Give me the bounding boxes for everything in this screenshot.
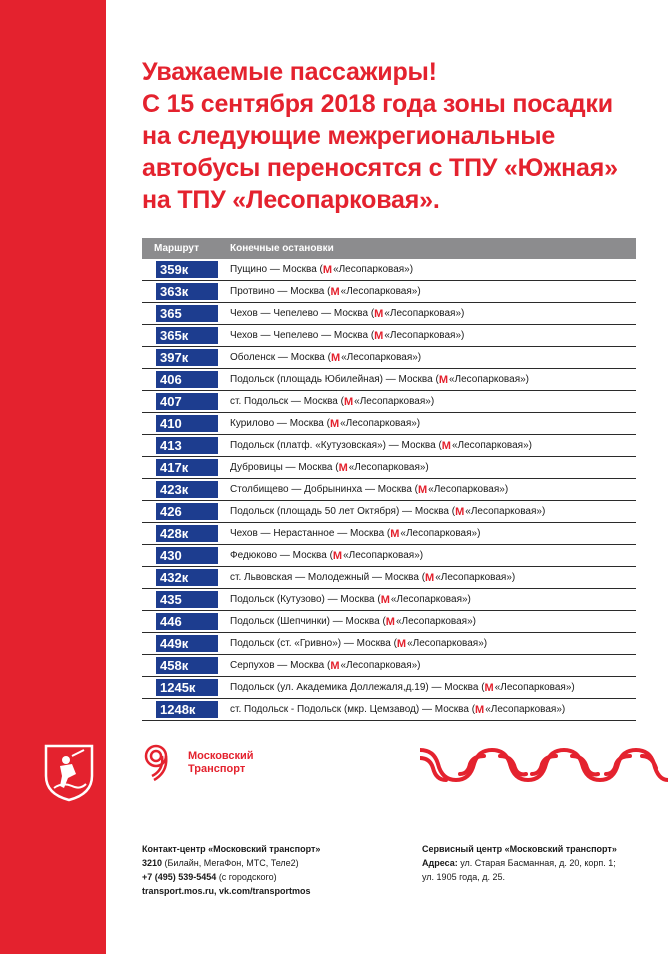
metro-m-icon: М	[329, 417, 340, 430]
route-stops	[230, 572, 515, 584]
stops-text: Подольск (площадь 50 лет Октября) — Москва (	[230, 506, 456, 517]
metro-m-icon: М	[380, 593, 390, 606]
station-name: «Лесопарковая»)	[451, 440, 532, 451]
stops-text: Пущино — Москва (	[230, 264, 323, 275]
metro-m-icon: М	[475, 703, 485, 716]
stops-text: Протвино — Москва (	[230, 286, 331, 297]
stops-text: Дубровицы — Москва (	[230, 462, 339, 473]
route-badge: 435	[156, 591, 218, 608]
decorative-wave-pattern	[420, 740, 668, 790]
metro-m-icon: М	[385, 615, 395, 628]
station-name: «Лесопарковая»)	[341, 352, 422, 363]
stops-text: Курилово — Москва (	[230, 418, 330, 429]
route-stops	[230, 418, 420, 430]
full-number: +7 (495) 539-5454	[142, 872, 217, 882]
route-stops	[230, 704, 565, 716]
route-badge: 428к	[156, 525, 218, 542]
contact-phone-full	[142, 870, 402, 884]
route-badge: 430	[156, 547, 218, 564]
stops-text: Серпухов — Москва (	[230, 660, 331, 671]
station-name: «Лесопарковая»)	[435, 572, 516, 583]
stops-text: Чехов — Нерастанное — Москва (	[230, 528, 391, 539]
route-stops	[230, 484, 508, 496]
route-badge: 406	[156, 371, 218, 388]
table-row	[142, 699, 636, 721]
logo-line1: Московский	[188, 750, 254, 762]
headline-line: Уважаемые пассажиры!	[142, 58, 437, 86]
table-row	[142, 435, 636, 457]
route-stops	[230, 330, 464, 342]
metro-m-icon: М	[330, 351, 341, 364]
contact-center-title: Контакт-центр «Московский транспорт»	[142, 844, 321, 854]
headline-line: автобусы переносятся с ТПУ «Южная»	[142, 154, 618, 182]
table-row	[142, 479, 636, 501]
table-row	[142, 677, 636, 699]
station-name: «Лесопарковая»)	[333, 264, 414, 275]
moscow-coat-of-arms-icon	[42, 742, 96, 802]
table-row	[142, 369, 636, 391]
stops-text: Чехов — Чепелево — Москва (	[230, 330, 375, 341]
short-number-note: (Билайн, МегаФон, МТС, Теле2)	[162, 858, 299, 868]
logo-line2: Транспорт	[188, 763, 246, 775]
metro-m-icon: М	[343, 395, 354, 408]
route-stops	[230, 396, 434, 408]
station-name: «Лесопарковая»)	[340, 660, 421, 671]
address-line1: ул. Старая Басманная, д. 20, корп. 1;	[457, 858, 616, 868]
station-name: «Лесопарковая»)	[395, 616, 476, 627]
metro-m-icon: М	[374, 307, 384, 320]
stops-text: Оболенск — Москва (	[230, 352, 331, 363]
route-stops	[230, 594, 471, 606]
table-row	[142, 303, 636, 325]
table-row	[142, 281, 636, 303]
route-stops	[230, 308, 464, 320]
table-row	[142, 391, 636, 413]
table-row	[142, 611, 636, 633]
routes-table	[142, 238, 636, 721]
contact-center-info	[142, 842, 402, 898]
contact-websites: transport.mos.ru, vk.com/transportmos	[142, 886, 311, 896]
route-badge: 423к	[156, 481, 218, 498]
station-name: «Лесопарковая»)	[390, 594, 471, 605]
route-badge: 359к	[156, 261, 218, 278]
stops-text: ст. Подольск - Подольск (мкр. Цемзавод) — Москва (	[230, 704, 476, 715]
station-name: «Лесопарковая»)	[428, 484, 509, 495]
metro-m-icon: М	[484, 681, 494, 694]
moscow-transport-logo	[142, 742, 272, 782]
service-center-title: Сервисный центр «Московский транспорт»	[422, 844, 617, 854]
metro-m-icon: М	[441, 439, 451, 452]
table-row	[142, 457, 636, 479]
route-stops	[230, 506, 545, 518]
station-name: «Лесопарковая»)	[384, 308, 465, 319]
stops-text: Чехов — Чепелево — Москва (	[230, 308, 375, 319]
table-body	[142, 259, 636, 721]
station-name: «Лесопарковая»)	[494, 682, 575, 693]
metro-m-icon: М	[390, 527, 400, 540]
route-badge: 1245к	[156, 679, 218, 696]
metro-m-icon: М	[374, 329, 384, 342]
metro-m-icon: М	[322, 263, 333, 276]
table-row	[142, 589, 636, 611]
metro-m-icon: М	[330, 285, 340, 298]
stops-text: Подольск (площадь Юбилейная) — Москва (	[230, 374, 439, 385]
stops-text: Подольск (Кутузово) — Москва (	[230, 594, 381, 605]
route-badge: 363к	[156, 283, 218, 300]
route-badge: 397к	[156, 349, 218, 366]
route-stops	[230, 682, 575, 694]
stops-text: Подольск (ст. «Гривно») — Москва (	[230, 638, 397, 649]
station-name: «Лесопарковая»)	[354, 396, 435, 407]
table-row	[142, 655, 636, 677]
route-badge: 413	[156, 437, 218, 454]
headline-line: С 15 сентября 2018 года зоны посадки	[142, 90, 613, 118]
address-line2: ул. 1905 года, д. 25.	[422, 872, 505, 882]
metro-m-icon: М	[330, 659, 340, 672]
stops-text: Подольск (платф. «Кутузовская») — Москва (	[230, 440, 442, 451]
full-number-note: (с городского)	[216, 872, 277, 882]
station-name: «Лесопарковая»)	[343, 550, 424, 561]
stops-text: Подольск (ул. Академика Доллежаля,д.19) — Москва (	[230, 682, 485, 693]
stops-text: Подольск (Шепчинки) — Москва (	[230, 616, 386, 627]
stops-text: ст. Львовская — Молодежный — Москва (	[230, 572, 426, 583]
headline-line: на ТПУ «Лесопарковая».	[142, 186, 440, 214]
header-stops: Конечные остановки	[230, 243, 334, 254]
route-stops	[230, 616, 476, 628]
route-badge: 426	[156, 503, 218, 520]
metro-m-icon: М	[417, 483, 428, 496]
station-name: «Лесопарковая»)	[400, 528, 481, 539]
table-row	[142, 545, 636, 567]
table-row	[142, 633, 636, 655]
station-name: «Лесопарковая»)	[340, 418, 421, 429]
stops-text: Федюково — Москва (	[230, 550, 333, 561]
table-row	[142, 325, 636, 347]
headline-line: на следующие межрегиональные	[142, 122, 556, 150]
route-stops	[230, 462, 429, 474]
short-number: 3210	[142, 858, 163, 868]
metro-m-icon: М	[396, 637, 407, 650]
route-badge: 432к	[156, 569, 218, 586]
stops-text: Столбищево — Добрынинха — Москва (	[230, 484, 418, 495]
headline	[142, 56, 657, 216]
route-stops	[230, 638, 487, 650]
stops-text: ст. Подольск — Москва (	[230, 396, 344, 407]
station-name: «Лесопарковая»)	[465, 506, 546, 517]
table-row	[142, 413, 636, 435]
contact-phone-short	[142, 856, 402, 870]
station-name: «Лесопарковая»)	[348, 462, 429, 473]
header-route: Маршрут	[154, 243, 200, 254]
route-stops	[230, 440, 532, 452]
route-stops	[230, 660, 421, 672]
station-name: «Лесопарковая»)	[448, 374, 529, 385]
route-stops	[230, 264, 413, 276]
route-badge: 365к	[156, 327, 218, 344]
station-name: «Лесопарковая»)	[407, 638, 488, 649]
table-row	[142, 259, 636, 281]
route-stops	[230, 374, 529, 386]
metro-m-icon: М	[425, 571, 435, 584]
station-name: «Лесопарковая»)	[485, 704, 566, 715]
station-name: «Лесопарковая»)	[384, 330, 465, 341]
route-badge: 410	[156, 415, 218, 432]
left-red-bar	[0, 0, 106, 954]
moscow-transport-logo-icon	[142, 742, 182, 782]
route-stops	[230, 528, 480, 540]
route-badge: 446	[156, 613, 218, 630]
table-row	[142, 567, 636, 589]
table-header	[142, 238, 636, 259]
address-label: Адреса:	[422, 858, 458, 868]
metro-m-icon: М	[338, 461, 348, 474]
metro-m-icon: М	[455, 505, 465, 518]
service-center-address	[422, 856, 662, 870]
station-name: «Лесопарковая»)	[340, 286, 421, 297]
route-badge: 1248к	[156, 701, 218, 718]
route-stops	[230, 286, 421, 298]
route-badge: 407	[156, 393, 218, 410]
route-badge: 458к	[156, 657, 218, 674]
logo-text	[188, 750, 254, 776]
route-badge: 417к	[156, 459, 218, 476]
metro-m-icon: М	[332, 549, 343, 562]
metro-m-icon: М	[438, 373, 448, 386]
table-row	[142, 523, 636, 545]
route-stops	[230, 352, 421, 364]
service-center-info	[422, 842, 662, 884]
route-badge: 365	[156, 305, 218, 322]
route-stops	[230, 550, 423, 562]
table-row	[142, 501, 636, 523]
route-badge: 449к	[156, 635, 218, 652]
table-row	[142, 347, 636, 369]
